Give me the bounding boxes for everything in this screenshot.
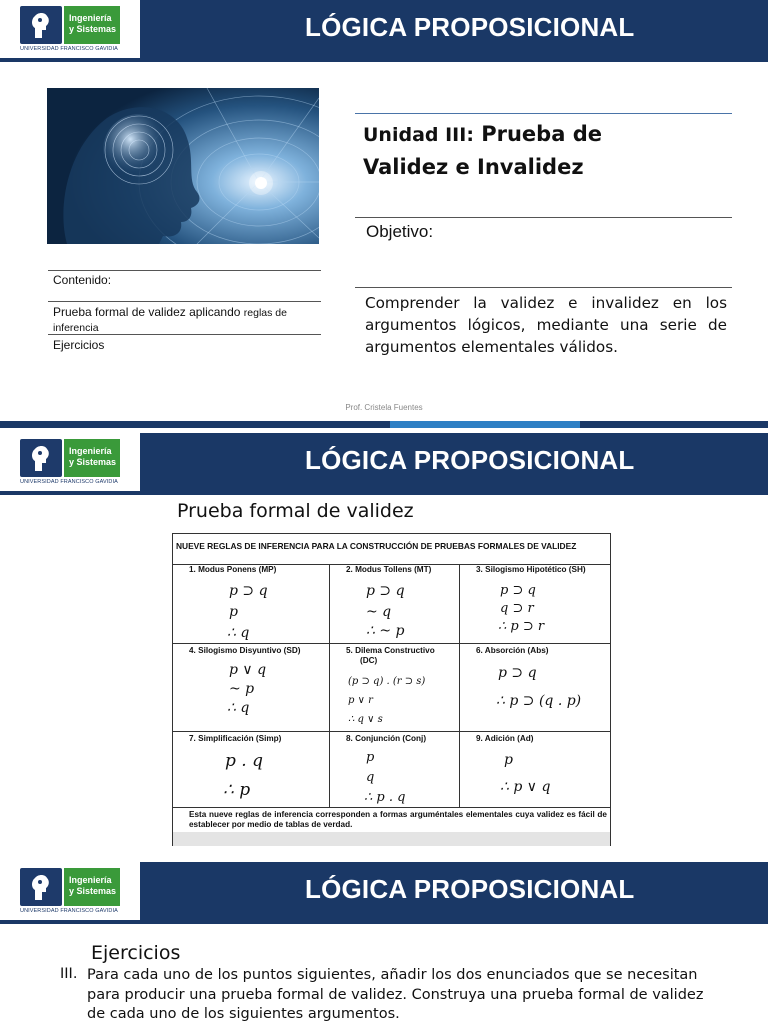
unit-label: Unidad III: [363,124,474,146]
rule-line: p [504,752,513,768]
unit-title-a: Prueba de [481,122,602,146]
rule-name: 7. Simplificación (Simp) [189,734,282,743]
inference-rules-table [172,533,611,846]
university-logo [0,433,140,491]
rule-name: 6. Absorción (Abs) [476,646,549,655]
university-logo [0,862,140,920]
objective-label: Objetivo: [366,222,434,241]
rule-line: p ∨ q [229,662,267,678]
title-rule-top [355,113,732,114]
header-underline [0,920,768,924]
footer-bars [0,421,768,428]
item-number: III. [60,966,78,982]
rule-line: ∴ q ∨ s [348,714,383,725]
university-name: UNIVERSIDAD FRANCISCO GAVIDIA [20,908,118,914]
rule-line: p ⊃ q [500,583,536,598]
header-bar [0,0,768,58]
rule-line: ~ q [366,604,392,620]
slide-1 [0,0,768,428]
header-underline [0,58,768,62]
section-title: Prueba formal de validez [177,500,414,522]
rule-cell-2 [330,564,460,644]
content-rule-2 [48,301,321,302]
rule-cell-7 [173,732,330,808]
rule-line: ∴ p [223,780,251,800]
emblem-icon [20,439,62,477]
objective-rule-top [355,217,732,218]
university-name: UNIVERSIDAD FRANCISCO GAVIDIA [20,479,118,485]
logo-line-1: Ingeniería [69,446,112,456]
rule-line: p . q [225,751,263,771]
header-bar [0,862,768,920]
rule-line: p [366,750,375,765]
logo-line-2: y Sistemas [69,457,117,467]
rule-name: 4. Silogismo Disyuntivo (SD) [189,646,301,655]
professor-footer: Prof. Cristela Fuentes [345,403,423,412]
rule-line: ∴ q [227,625,250,641]
rule-line: ∴ p ∨ q [500,779,551,795]
objective-text: Comprender la validez e invalidez en los argumentos lógicos, mediante una serie de argumentos elementales válidos. [365,294,727,356]
section-title: Ejercicios [91,942,181,964]
content-label: Contenido: [53,273,112,287]
rule-name-cont: (DC) [360,656,378,665]
rule-line: p ⊃ q [366,583,405,599]
table-caption: NUEVE REGLAS DE INFERENCIA PARA LA CONSTRUCCIÓN DE PRUEBAS FORMALES DE VALIDEZ [176,541,577,551]
logo-line-1: Ingeniería [69,13,112,23]
rule-line: p ⊃ q [498,665,537,681]
emblem-icon [20,6,62,44]
header-underline [0,491,768,495]
university-logo [0,0,140,58]
rule-cell-5 [330,644,460,732]
rule-cell-9 [460,732,611,808]
rule-name: 5. Dilema Constructivo [346,646,435,655]
unit-title-b: Validez e Invalidez [363,155,584,179]
table-footer: Esta nueve reglas de inferencia corresponden a formas arguméntales elementales cuya validez es fácil de establecer por medio de tablas de verdad. [189,810,607,829]
rule-name: 1. Modus Ponens (MP) [189,565,277,574]
rule-line: ∴ p . q [364,790,406,805]
table-footer-band [173,832,610,846]
logo-line-2: y Sistemas [69,24,117,34]
header-title: LÓGICA PROPOSICIONAL [305,12,635,42]
item-text: Para cada uno de los puntos siguientes, añadir los dos enunciados que se necesitan para producir una prueba formal de validez. Construya una prueba formal de validez de cada uno de los siguientes argumentos. [87,967,704,1022]
rule-cell-3 [460,564,611,644]
rule-line: q ⊃ r [500,601,534,616]
brain-illustration [47,88,319,244]
rule-cell-1 [173,564,330,644]
content-rule-3 [48,334,321,335]
header-title: LÓGICA PROPOSICIONAL [305,874,635,904]
slide-3 [0,856,768,1024]
content-item-1-b: reglas de inferencia [53,307,287,334]
emblem-icon [20,868,62,906]
rule-name: 8. Conjunción (Conj) [346,734,427,743]
slide-2 [0,428,768,856]
rule-line: ~ p [229,681,255,697]
rule-cell-8 [330,732,460,808]
logo-line-1: Ingeniería [69,875,112,885]
rule-line: ∴ ~ p [366,623,405,639]
rule-line: q [366,770,375,785]
content-item-2: Ejercicios [53,338,105,352]
rule-line: ∴ p ⊃ (q . p) [496,693,582,709]
objective-rule-bottom [355,287,732,288]
rule-line: p ∨ r [348,695,373,706]
unit-title [363,118,733,183]
rule-name: 2. Modus Tollens (MT) [346,565,432,574]
logo-line-2: y Sistemas [69,886,117,896]
rule-line: p ⊃ q [229,583,268,599]
rule-name: 3. Silogismo Hipotético (SH) [476,565,586,574]
rule-line: ∴ p ⊃ r [498,619,545,634]
header-bar [0,433,768,491]
rule-line: ∴ q [227,700,250,716]
rule-line: p [229,604,238,620]
rule-cell-4 [173,644,330,732]
header-title: LÓGICA PROPOSICIONAL [305,445,635,475]
content-item-1 [53,305,318,335]
logo-text [64,868,120,906]
logo-text [64,439,120,477]
rule-line: (p ⊃ q) . (r ⊃ s) [348,676,426,687]
content-rule-1 [48,270,321,271]
logo-text [64,6,120,44]
university-name: UNIVERSIDAD FRANCISCO GAVIDIA [20,46,118,52]
content-item-1-a: Prueba formal de validez aplicando [53,305,244,319]
rule-name: 9. Adición (Ad) [476,734,534,743]
rule-cell-6 [460,644,611,732]
